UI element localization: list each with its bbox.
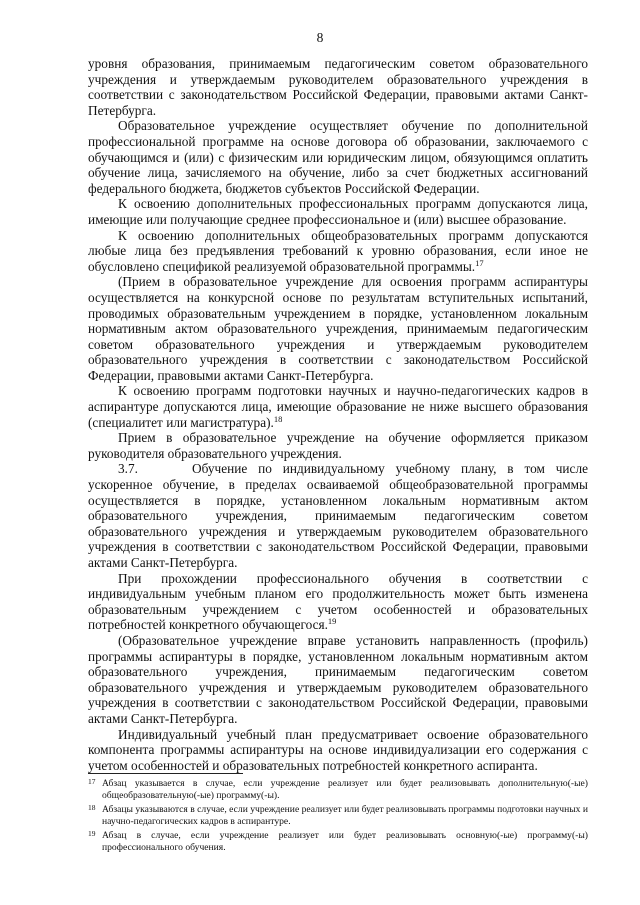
paragraph: [88, 571, 588, 633]
paragraph-text: К освоению программ подготовки научных и научно-педагогических кадров в аспирантуре допускаются лица, имеющие образование не ниже высшего образования (специалитет или магистратура).: [88, 383, 588, 430]
footnote: [88, 830, 588, 853]
paragraph: [88, 274, 588, 383]
paragraph-text: (Образовательное учреждение вправе установить направленность (профиль) программы аспирантуры в порядке, установленном локальным нормативным актом образовательного учреждения, принимаемым педагогическим советом образовательного учреждения и утверждаемым руководителем образовательного учреждения в соответствии с законодательством Российской Федерации, правовыми актами Санкт-Петербурга.: [88, 632, 588, 726]
paragraph-text: При прохождении профессионального обучения в соответствии с индивидуальным учебным планом его продолжительность может быть изменена образовательным учреждением с учетом особенностей и образовательных потребностей конкретного обучающегося.: [88, 570, 588, 633]
footnote-separator: [88, 773, 243, 774]
paragraph-text: Обучение по индивидуальному учебному плану, в том числе ускоренное обучение, в пределах осваиваемой общеобразовательной программы осуществляется в порядке, установленном локальным нормативным актом образовательного учреждения, принимаемым педагогическим советом образовательного учреждения и утверждаемым руководителем образовательного учреждения в соответствии с законодательством Российской Федерации, правовыми актами Санкт-Петербурга.: [88, 461, 588, 570]
paragraph: [88, 727, 588, 774]
footnote-reference: 17: [475, 257, 484, 268]
paragraph-text: (Прием в образовательное учреждение для освоения программ аспирантуры осуществляется на конкурсной основе по результатам вступительных испытаний, проводимых образовательным учреждением в порядке, установленном локальным нормативным актом образовательного учреждения, принимаемым педагогическим советом образовательного учреждения и утверждаемым руководителем образовательного учреждения в соответствии с законодательством Российской Федерации, правовыми актами Санкт-Петербурга.: [88, 274, 588, 383]
footnote-text: Абзацы указываются в случае, если учреждение реализует или будет реализовывать программы подготовки научных и научно-педагогических кадров в аспирантуре.: [102, 804, 588, 827]
paragraph-text: К освоению дополнительных общеобразовательных программ допускаются любые лица без предъявления требований к уровню образования, если иное не обусловлено спецификой реализуемой образовательной программы.: [88, 227, 588, 274]
footnote-mark: 19: [88, 829, 96, 839]
footnote-mark: 17: [88, 777, 96, 786]
paragraph: [88, 633, 588, 727]
paragraph: [88, 228, 588, 275]
paragraph: [88, 430, 588, 461]
paragraph-text: К освоению дополнительных профессиональных программ допускаются лица, имеющие или получающие среднее профессиональное и (или) высшее образование.: [88, 196, 588, 227]
footnote: [88, 778, 588, 801]
footnotes: [88, 778, 588, 857]
clause-number: 3.7.: [118, 461, 138, 477]
page-number: 8: [316, 30, 324, 45]
numbered-paragraph: [88, 461, 588, 570]
paragraph-text: Индивидуальный учебный план предусматривает освоение образовательного компонента программы аспирантуры на основе индивидуализации его содержания с учетом особенностей и образовательных потребностей конкретного аспиранта.: [88, 726, 588, 773]
footnote-text: Абзац указывается в случае, если учреждение реализует или будет реализовывать дополнительную(-ые) общеобразовательную(-ые) программу(-ы).: [102, 778, 588, 801]
document-body: [88, 56, 588, 773]
paragraph-text: Образовательное учреждение осуществляет обучение по дополнительной профессиональной программе на основе договора об образовании, заключаемого с обучающимся и (или) с физическим или юридическим лицом, обязующимся оплатить обучение лица, зачисляемого на обучение, либо за счет бюджетных ассигнований федерального бюджета, бюджетов субъектов Российской Федерации.: [88, 118, 588, 196]
paragraph-text: уровня образования, принимаемым педагогическим советом образовательного учреждения и утверждаемым руководителем образовательного учреждения в соответствии с законодательством Российской Федерации, правовыми актами Санкт-Петербурга.: [88, 56, 588, 118]
paragraph: [88, 56, 588, 118]
paragraph: [88, 118, 588, 196]
paragraph: [88, 383, 588, 430]
footnote-reference: 18: [273, 413, 283, 424]
footnote-mark: 18: [88, 803, 96, 813]
footnote-text: Абзац в случае, если учреждение реализует или будет реализовывать основную(-ые) программу(-ы) профессионального обучения.: [102, 830, 588, 853]
footnote: [88, 804, 588, 827]
footnote-reference: 19: [327, 616, 337, 627]
paragraph-text: Прием в образовательное учреждение на обучение оформляется приказом руководителя образовательного учреждения.: [88, 430, 588, 461]
paragraph: [88, 196, 588, 227]
